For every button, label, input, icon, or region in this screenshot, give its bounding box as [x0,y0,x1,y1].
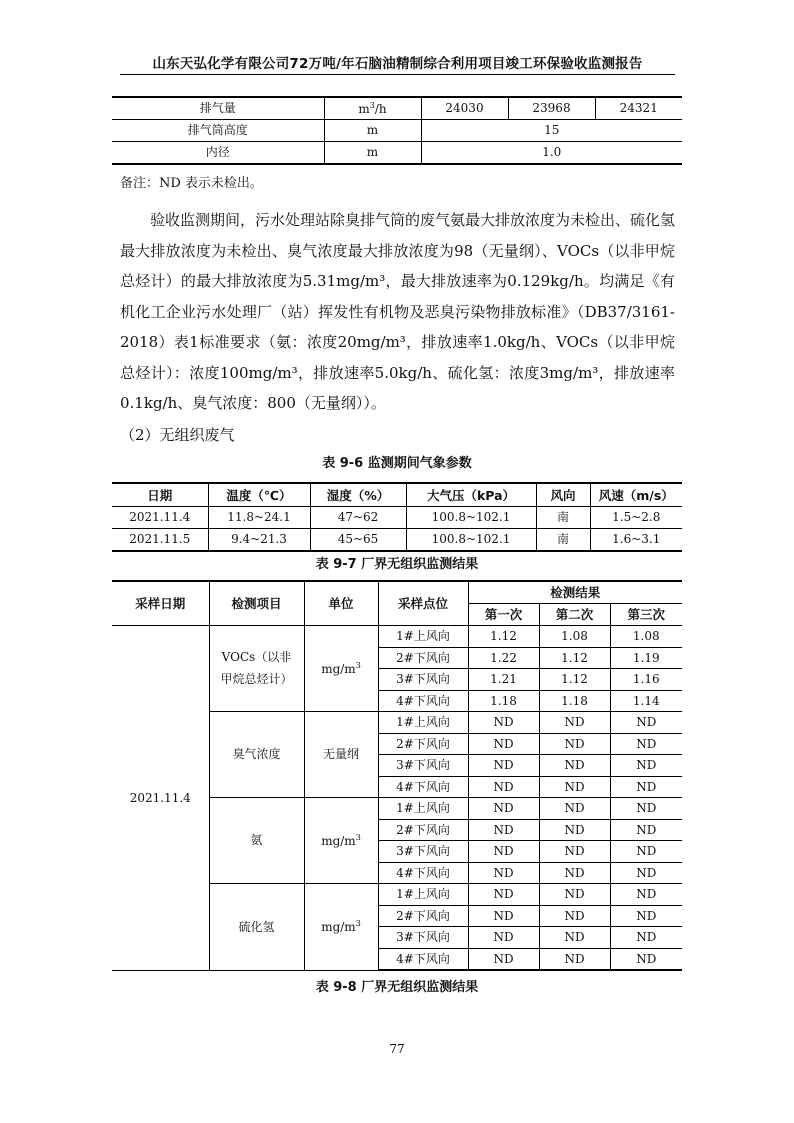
sampling-date-cell: 2021.11.4 [112,626,209,971]
table-cell: ND [468,755,539,777]
table-cell: 1.18 [539,690,610,712]
table-cell: 4#下风向 [378,690,468,712]
test-item-cell: 氨 [209,798,304,884]
table-header-row [112,581,682,604]
table-cell: 2#下风向 [378,905,468,927]
table-cell: 1.08 [610,626,682,648]
unit-cell: $mg/m^3$ [304,884,378,971]
unit-cell: $mg/m^3$ [304,626,378,712]
row-label: 排气筒高度 [112,120,324,142]
table-cell: 100.8~102.1 [406,529,536,552]
table-cell: 3#下风向 [378,927,468,949]
table-cell: 1.08 [539,626,610,648]
table-cell: 4#下风向 [378,862,468,884]
table-cell: 1#上风向 [378,798,468,820]
table-row [112,142,682,165]
table-cell: 100.8~102.1 [406,507,536,529]
table-cell: ND [610,776,682,798]
merged-value-cell: 1.0 [421,142,682,165]
table-row [112,120,682,142]
table-cell: ND [539,862,610,884]
table-cell: ND [610,798,682,820]
unit-cell: 无量纲 [304,712,378,798]
column-header: 大气压（kPa） [406,483,536,507]
table-cell: 1.16 [610,669,682,691]
table-cell: 1.5~2.8 [590,507,682,529]
column-header: 采样点位 [378,581,468,626]
table-caption: 表 9-8 厂界无组织监测结果 [315,980,479,995]
row-unit: m [324,142,421,165]
table-cell: 4#下风向 [378,948,468,970]
table-cell: ND [539,776,610,798]
table-cell: 1.21 [468,669,539,691]
value-cell: 24321 [595,97,682,120]
table-cell: ND [610,862,682,884]
column-header: 单位 [304,581,378,626]
table-cell: ND [539,755,610,777]
table-cell: 1.22 [468,647,539,669]
table-row [112,626,682,648]
table-cell: ND [539,948,610,970]
table-cell: 2#下风向 [378,733,468,755]
table-cell: ND [468,733,539,755]
table-header-row [112,483,682,507]
table-cell: 3#下风向 [378,669,468,691]
column-header: 第一次 [468,604,539,626]
table-cell: ND [610,733,682,755]
table-note: 备注：ND 表示未检出。 [120,176,263,191]
table-cell: ND [610,905,682,927]
table-cell: 1#上风向 [378,712,468,734]
table-cell: ND [539,819,610,841]
table-cell: ND [468,905,539,927]
table-cell: ND [610,841,682,863]
column-header: 第二次 [539,604,610,626]
table-cell: 2021.11.5 [112,529,208,552]
table-cell: 2021.11.4 [112,507,208,529]
table-cell: 47~62 [310,507,406,529]
table-cell: ND [468,776,539,798]
table-cell: 1.12 [539,669,610,691]
section-subheading: （2）无组织废气 [120,426,235,444]
table-cell: ND [468,862,539,884]
table-cell: 南 [536,529,590,552]
table-cell: ND [468,712,539,734]
table-cell: ND [468,798,539,820]
column-header: 湿度（%） [310,483,406,507]
table-cell: ND [539,798,610,820]
table-cell: 45~65 [310,529,406,552]
test-item-cell: VOCs（以非甲烷总烃计） [209,626,304,712]
table-cell: ND [610,948,682,970]
table-cell: ND [468,948,539,970]
table-cell: 1#上风向 [378,884,468,906]
column-header: 日期 [112,483,208,507]
table-cell: 南 [536,507,590,529]
column-header: 风速（m/s） [590,483,682,507]
test-item-cell: 臭气浓度 [209,712,304,798]
row-label: 排气量 [112,97,324,120]
table-caption: 表 9-7 厂界无组织监测结果 [315,557,479,572]
table-cell: ND [539,884,610,906]
table-cell: 1.19 [610,647,682,669]
table-cell: 4#下风向 [378,776,468,798]
table-cell: ND [539,733,610,755]
table-cell: 1.14 [610,690,682,712]
table-cell: ND [468,927,539,949]
table-cell: ND [539,841,610,863]
merged-value-cell: 15 [421,120,682,142]
table-row [112,529,682,552]
body-paragraph: 验收监测期间，污水处理站除臭排气筒的废气氨最大排放浓度为未检出、硫化氢最大排放浓度为未检出、臭气浓度最大排放浓度为98（无量纲）、VOCs（以非甲烷总烃计）的最大排放浓度为5.31mg/m³，最大排放速率为0.129kg/h。均满足《有机化工企业污水处理厂（站）挥发性有机物及恶臭污染物排放标准》（DB37/3161-2018）表1标准要求（氨：浓度20mg/m³，排放速率1.0kg/h、VOCs（以非甲烷总烃计）：浓度100mg/m³，排放速率5.0kg/h、硫化氢：浓度3mg/m³，排放速率0.1kg/h、臭气浓度：800（无量纲））。 [120,211,676,412]
table-cell: 1.6~3.1 [590,529,682,552]
table-cell: ND [468,819,539,841]
column-header: 第三次 [610,604,682,626]
table-cell: ND [610,884,682,906]
table-cell: ND [468,841,539,863]
table-cell: 2#下风向 [378,819,468,841]
table-cell: ND [610,819,682,841]
weather-params-table [112,482,682,552]
table-cell: 1#上风向 [378,626,468,648]
column-header: 温度（℃） [208,483,310,507]
table-cell: ND [539,712,610,734]
column-header: 采样日期 [112,581,209,626]
table-cell: ND [610,712,682,734]
value-cell: 24030 [421,97,508,120]
header-rule [120,74,675,75]
column-header: 风向 [536,483,590,507]
table-cell: 1.12 [468,626,539,648]
page-header: 山东天弘化学有限公司72万吨/年石脑油精制综合利用项目竣工环保验收监测报告 [152,56,643,72]
column-header: 检测结果 [468,581,682,604]
table-row [112,507,682,529]
table-cell: 3#下风向 [378,841,468,863]
column-header: 检测项目 [209,581,304,626]
table-cell: ND [468,884,539,906]
table-cell: 11.8~24.1 [208,507,310,529]
table-row [112,97,682,120]
table-cell: 9.4~21.3 [208,529,310,552]
table-cell: ND [610,927,682,949]
table-cell: 3#下风向 [378,755,468,777]
table-cell: 1.12 [539,647,610,669]
table-caption: 表 9-6 监测期间气象参数 [322,456,472,471]
table-cell: 2#下风向 [378,647,468,669]
table-cell: ND [539,927,610,949]
row-label: 内径 [112,142,324,165]
table-cell: ND [539,905,610,927]
table-cell: 1.18 [468,690,539,712]
page-number: 77 [389,1042,405,1056]
test-item-cell: 硫化氢 [209,884,304,971]
row-unit: $m^3/h$ [324,97,421,120]
unit-cell: $mg/m^3$ [304,798,378,884]
table-cell: ND [610,755,682,777]
row-unit: m [324,120,421,142]
value-cell: 23968 [508,97,595,120]
exhaust-params-table [112,96,682,165]
fugitive-monitoring-table [112,580,682,971]
